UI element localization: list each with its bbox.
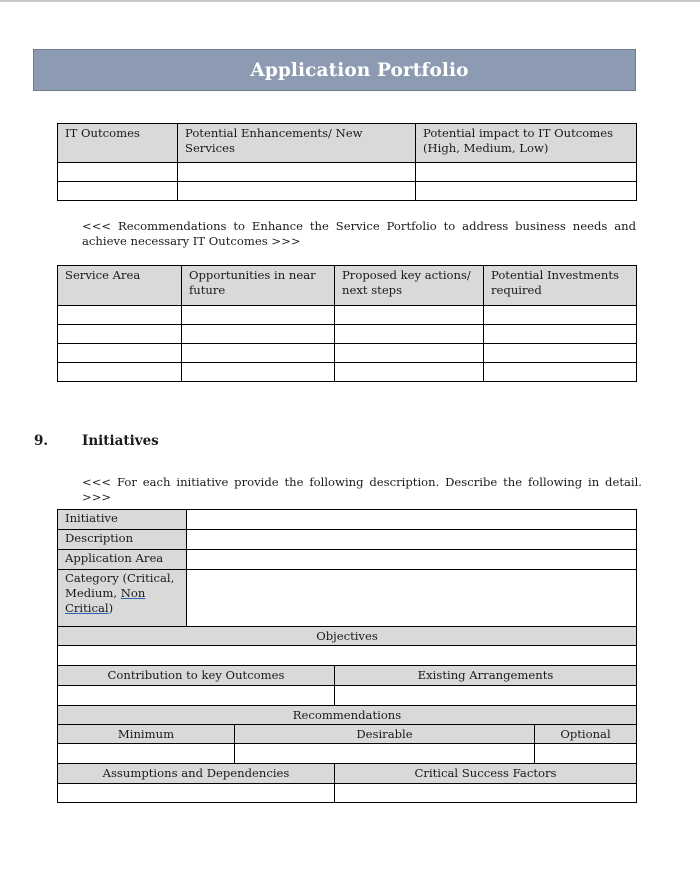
table-cell[interactable]	[58, 325, 182, 344]
title-banner	[33, 49, 636, 91]
objectives-header: Objectives	[58, 627, 637, 646]
table-cell[interactable]	[335, 325, 484, 344]
recommendation-desirable-header: Desirable	[235, 725, 535, 744]
recommendation-optional-header: Optional	[535, 725, 637, 744]
field-value-initiative[interactable]	[187, 510, 637, 530]
recommendation-minimum-header: Minimum	[58, 725, 235, 744]
initiative-table	[57, 509, 637, 803]
table-cell[interactable]	[484, 306, 637, 325]
field-label-description: Description	[58, 530, 187, 550]
table-cell[interactable]	[58, 344, 182, 363]
objectives-value[interactable]	[58, 646, 637, 666]
header-potential-enhancements: Potential Enhancements/ New Services	[178, 124, 416, 163]
it-outcomes-table	[57, 123, 637, 201]
recommendation-minimum-value[interactable]	[58, 744, 235, 764]
banner-title: Application Portfolio	[250, 59, 469, 81]
field-label-application-area: Application Area	[58, 550, 187, 570]
table-cell[interactable]	[178, 163, 416, 182]
table-cell[interactable]	[58, 182, 178, 201]
category-label-prefix: Category (Critical, Medium,	[65, 571, 175, 600]
table-cell[interactable]	[335, 344, 484, 363]
table-cell[interactable]	[416, 182, 637, 201]
field-value-application-area[interactable]	[187, 550, 637, 570]
table-cell[interactable]	[58, 163, 178, 182]
table-cell[interactable]	[182, 306, 335, 325]
table-cell[interactable]	[484, 363, 637, 382]
service-area-table	[57, 265, 637, 382]
header-proposed-actions: Proposed key actions/ next steps	[335, 266, 484, 306]
table-cell[interactable]	[416, 163, 637, 182]
table-cell[interactable]	[484, 344, 637, 363]
table-cell[interactable]	[182, 344, 335, 363]
header-opportunities: Opportunities in near future	[182, 266, 335, 306]
assumptions-header: Assumptions and Dependencies	[58, 764, 335, 784]
header-potential-impact: Potential impact to IT Outcomes (High, Medium, Low)	[416, 124, 637, 163]
field-value-description[interactable]	[187, 530, 637, 550]
category-label-suffix: )	[108, 601, 114, 615]
recommendation-desirable-value[interactable]	[235, 744, 535, 764]
recommendations-header: Recommendations	[58, 706, 637, 725]
table-cell[interactable]	[182, 363, 335, 382]
page-top-edge	[0, 0, 700, 2]
header-it-outcomes: IT Outcomes	[58, 124, 178, 163]
table-cell[interactable]	[182, 325, 335, 344]
table-cell[interactable]	[58, 306, 182, 325]
header-potential-investments: Potential Investments required	[484, 266, 637, 306]
contribution-header: Contribution to key Outcomes	[58, 666, 335, 686]
existing-arrangements-header: Existing Arrangements	[335, 666, 637, 686]
table-cell[interactable]	[335, 363, 484, 382]
table-cell[interactable]	[335, 306, 484, 325]
assumptions-value[interactable]	[58, 784, 335, 803]
existing-arrangements-value[interactable]	[335, 686, 637, 706]
recommendation-optional-value[interactable]	[535, 744, 637, 764]
header-service-area: Service Area	[58, 266, 182, 306]
critical-success-factors-value[interactable]	[335, 784, 637, 803]
section-title: Initiatives	[82, 433, 159, 449]
initiative-note: <<< For each initiative provide the following description. Describe the following in detail. >>>	[82, 475, 642, 504]
field-label-category	[58, 570, 187, 627]
section-number: 9.	[34, 433, 49, 449]
table-cell[interactable]	[178, 182, 416, 201]
critical-success-factors-header: Critical Success Factors	[335, 764, 637, 784]
table-cell[interactable]	[484, 325, 637, 344]
table-cell[interactable]	[58, 363, 182, 382]
field-value-category[interactable]	[187, 570, 637, 627]
category-label-underlined: Non Critical	[65, 586, 146, 615]
recommendation-note: <<< Recommendations to Enhance the Service Portfolio to address business needs and achieve necessary IT Outcomes >>>	[82, 219, 636, 248]
contribution-value[interactable]	[58, 686, 335, 706]
field-label-initiative: Initiative	[58, 510, 187, 530]
